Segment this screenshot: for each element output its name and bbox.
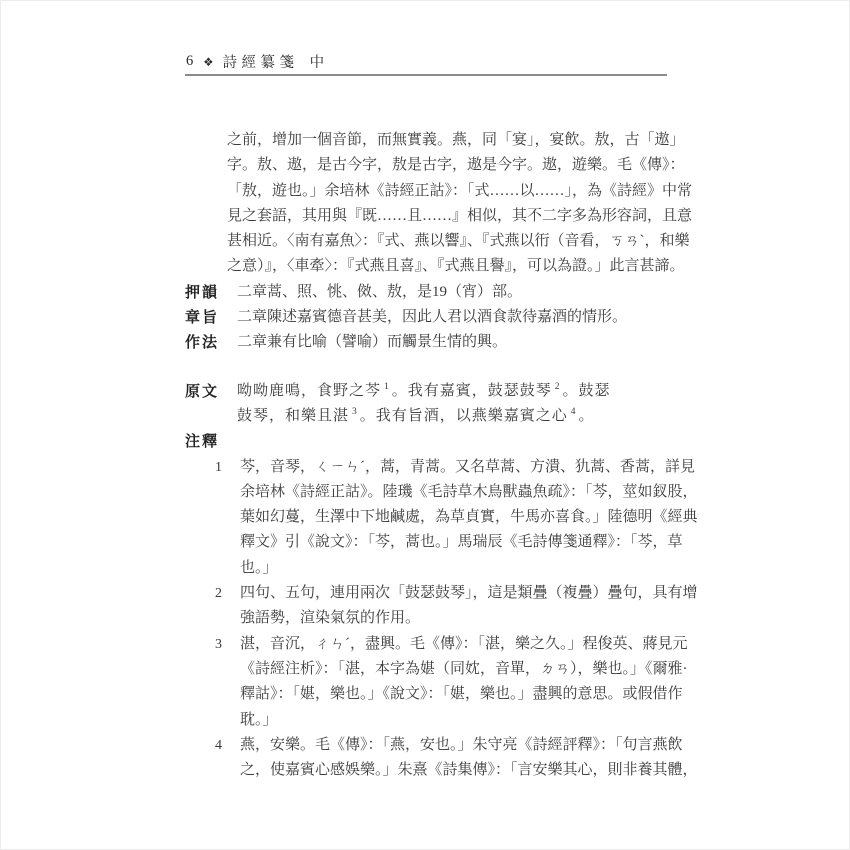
note-line: 葉如幻蔓，生澤中下地鹹處，為草貞實，牛馬亦喜食。」陸德明《經典 xyxy=(240,509,698,526)
section-gist xyxy=(185,305,705,330)
section-notes-label: 注釋 xyxy=(185,433,220,451)
note-line: 湛，音沉，ㄔㄣˊ，盡興。毛《傳》：「湛，樂之久。」程俊英、蔣見元 xyxy=(240,635,688,652)
original-text-line xyxy=(237,404,611,429)
note-line: 也。」 xyxy=(240,559,278,576)
note-line: 強語勢，渲染氣氛的作用。 xyxy=(240,610,421,627)
note-line: 四句、五句，連用兩次「鼓瑟鼓琴」，這是類疊（複疊）疊句，具有增 xyxy=(240,585,698,602)
diamond-cluster-icon: ❖ xyxy=(203,56,214,69)
continuation-paragraph xyxy=(227,128,705,280)
original-text-lines xyxy=(237,379,611,430)
page-number: 6 xyxy=(186,52,195,69)
note-number: 1 xyxy=(215,459,222,475)
section-technique-text: 二章兼有比喻（譬喻）而觸景生情的興。 xyxy=(237,334,508,351)
original-text-segment: 。我有旨酒，以燕樂嘉賓之心 xyxy=(359,407,568,424)
note-body xyxy=(240,733,698,784)
paragraph-line: 「敖，遊也。」余培林《詩經正詁》：「式……以……」，為《詩經》中常 xyxy=(227,182,693,199)
note-item xyxy=(185,455,705,581)
section-rhyme-text: 二章蒿、照、恌、傚、敖，是19（宵）部。 xyxy=(237,283,523,300)
note-body xyxy=(240,455,698,581)
original-text-segment: 。鼓瑟 xyxy=(562,382,611,399)
note-item xyxy=(185,581,705,632)
footnote-ref: 1 xyxy=(384,381,390,392)
note-line: 余培林《詩經正詁》。陸璣《毛詩草木鳥獸蟲魚疏》：「芩，莖如釵股， xyxy=(240,483,698,500)
original-text-segment: 。 xyxy=(578,407,595,424)
note-item xyxy=(185,632,705,733)
paragraph-line: 之意）』，〈車牽〉：『式燕且喜』、『式燕且譽』，可以為證。」此言甚諦。 xyxy=(227,258,685,275)
section-notes xyxy=(185,429,705,454)
paragraph-line: 見之套語，其用與『既……且……』相似，其不二字多為形容詞，且意 xyxy=(227,207,693,224)
note-line: 芩，音琴，ㄑㄧㄣˊ，蒿，青蒿。又名草蒿、方潰、犰蒿、香蒿，詳見 xyxy=(240,458,695,475)
note-line: 燕，安樂。毛《傳》：「燕，安也。」朱守亮《詩經評釋》：「句言燕飲 xyxy=(240,736,683,753)
running-header xyxy=(186,50,324,72)
note-line: 釋詁》：「媅，樂也。」《說文》：「媅，樂也。」盡興的意思。或假借作 xyxy=(240,686,683,703)
original-text-segment: 鼓琴，和樂且湛 xyxy=(237,407,350,424)
footnote-ref: 4 xyxy=(570,406,577,417)
paragraph-line: 字。敖、遨，是古今字，敖是古字，遨是今字。遨，遊樂。毛《傳》： xyxy=(227,157,685,174)
original-text-segment: 呦呦鹿鳴，食野之芩 xyxy=(237,382,382,399)
section-gist-label: 章旨 xyxy=(185,309,220,327)
section-technique xyxy=(185,330,705,355)
note-item xyxy=(185,733,705,784)
note-line: 《詩經注析》：「湛，本字為媅（同妉，音單，ㄉㄢ），樂也。」《爾雅· xyxy=(240,660,688,677)
footnote-ref: 2 xyxy=(554,381,561,392)
note-line: 之，使嘉賓心感娛樂。」朱熹《詩集傳》：「言安樂其心，則非養其體， xyxy=(240,762,698,779)
section-gist-text: 二章陳述嘉賓德音甚美，因此人君以酒食款待嘉酒的情形。 xyxy=(237,309,628,326)
note-body xyxy=(240,581,698,632)
section-rhyme xyxy=(185,280,705,305)
original-text-segment: 。我有嘉賓，鼓瑟鼓琴 xyxy=(391,382,552,399)
section-rhyme-label: 押韻 xyxy=(185,283,220,301)
section-original-label: 原文 xyxy=(185,382,220,400)
note-number: 2 xyxy=(215,586,222,602)
note-line: 耽。」 xyxy=(240,711,278,728)
note-number: 4 xyxy=(215,737,222,753)
note-body xyxy=(240,632,688,733)
section-technique-label: 作法 xyxy=(185,334,220,352)
header-rule xyxy=(185,74,667,76)
section-original-text xyxy=(185,379,705,430)
paragraph-line: 之前，增加一個音節，而無實義。燕，同「宴」，宴飲。敖，古「遨」 xyxy=(227,132,685,148)
note-number: 3 xyxy=(215,636,222,652)
book-title: 詩經纂箋 xyxy=(222,54,299,71)
paragraph-line: 甚相近。〈南有嘉魚〉：『式、燕以響』、『式燕以衎（音看，ㄎㄢˋ，和樂 xyxy=(227,233,690,250)
volume-label: 中 xyxy=(309,54,325,71)
footnote-ref: 3 xyxy=(352,406,358,417)
text-block xyxy=(185,128,705,783)
original-text-line xyxy=(237,379,611,404)
note-line: 釋文》引《說文》：「芩，蒿也。」馬瑞辰《毛詩傳箋通釋》：「芩，草 xyxy=(240,534,683,551)
